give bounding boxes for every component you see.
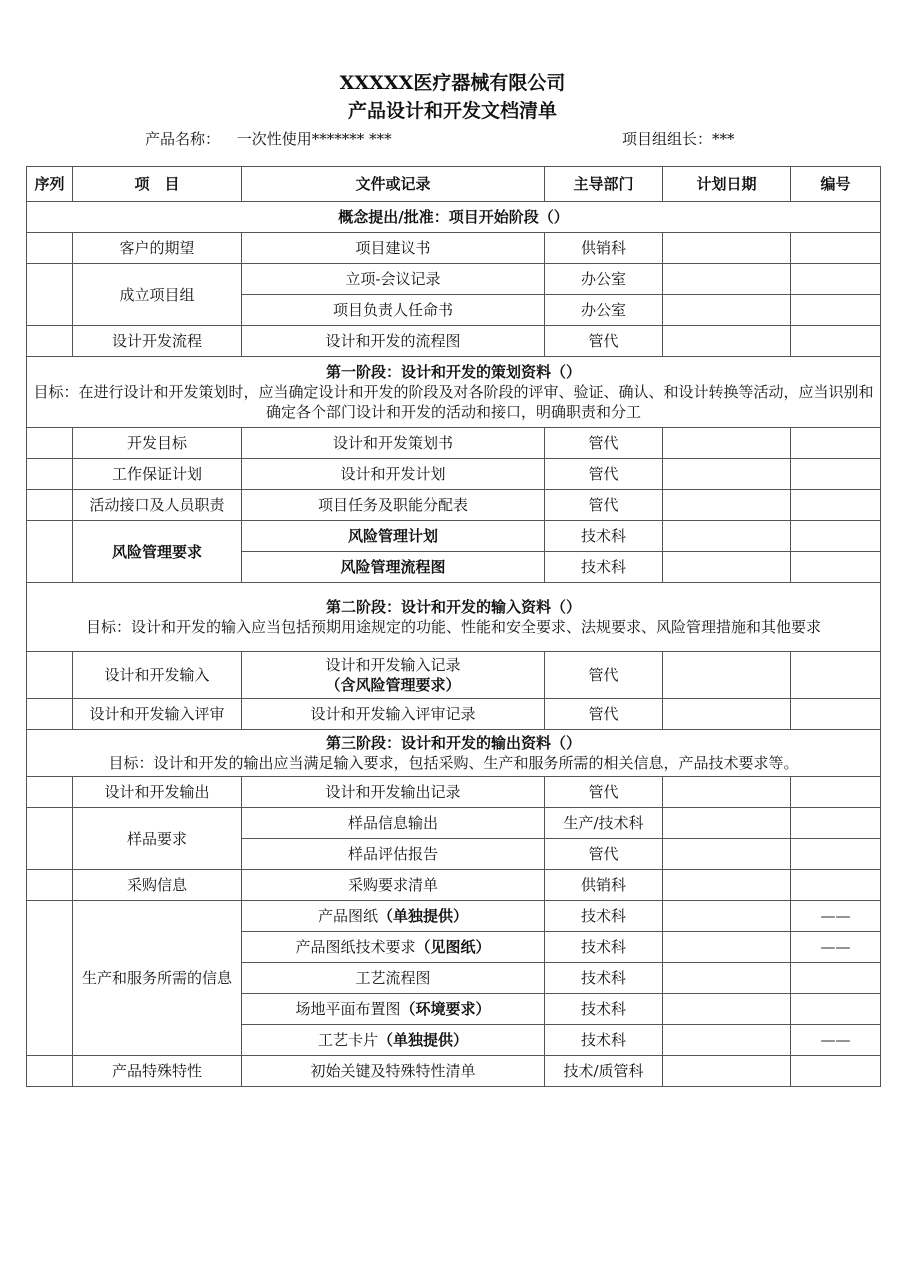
col-header-doc: 文件或记录: [242, 167, 545, 202]
stage3-block: [27, 730, 881, 777]
doc-cell: 项目建议书: [242, 233, 545, 264]
date-cell: [663, 932, 791, 963]
doc-text: 产品图纸技术要求: [295, 938, 416, 956]
seq-cell: [27, 264, 73, 326]
table-row: [27, 459, 881, 490]
table-row: [27, 870, 881, 901]
code-cell: [791, 777, 881, 808]
product-name-value: 一次性使用******* ***: [236, 130, 392, 148]
code-cell: [791, 459, 881, 490]
code-cell: [791, 839, 881, 870]
dept-cell: 管代: [545, 699, 663, 730]
code-cell: [791, 552, 881, 583]
seq-cell: [27, 777, 73, 808]
item-cell: 开发目标: [73, 428, 242, 459]
date-cell: [663, 994, 791, 1025]
date-cell: [663, 652, 791, 699]
col-header-item: 项 目: [73, 167, 242, 202]
table-row: [27, 901, 881, 932]
table-row: [27, 652, 881, 699]
table-row: [27, 521, 881, 552]
doc-cell: [242, 1025, 545, 1056]
dept-cell: 技术科: [545, 901, 663, 932]
code-cell: ——: [791, 901, 881, 932]
code-cell: [791, 994, 881, 1025]
item-cell: 设计和开发输出: [73, 777, 242, 808]
table-row: [27, 326, 881, 357]
seq-cell: [27, 1056, 73, 1087]
document-list-table: [26, 166, 881, 1087]
table-row: [27, 264, 881, 295]
date-cell: [663, 1056, 791, 1087]
document-title: 产品设计和开发文档清单: [347, 100, 557, 122]
stage1-title: 第一阶段：设计和开发的策划资料（）: [325, 363, 581, 381]
table-row: [27, 490, 881, 521]
table-row: [27, 233, 881, 264]
item-cell: 采购信息: [73, 870, 242, 901]
dept-cell: 办公室: [545, 264, 663, 295]
code-cell: [791, 264, 881, 295]
date-cell: [663, 1025, 791, 1056]
table-row: [27, 428, 881, 459]
project-leader: [622, 128, 735, 149]
code-cell: [791, 295, 881, 326]
col-header-dept: 主导部门: [545, 167, 663, 202]
dept-cell: 管代: [545, 326, 663, 357]
doc-text: 产品图纸: [317, 907, 378, 925]
item-cell: 客户的期望: [73, 233, 242, 264]
date-cell: [663, 552, 791, 583]
item-cell: 工作保证计划: [73, 459, 242, 490]
doc-cell: [242, 652, 545, 699]
item-cell: 活动接口及人员职责: [73, 490, 242, 521]
code-cell: [791, 490, 881, 521]
code-cell: [791, 870, 881, 901]
stage2-block: [27, 583, 881, 652]
dept-cell: 技术科: [545, 552, 663, 583]
doc-text: 工艺卡片: [317, 1031, 378, 1049]
code-cell: [791, 233, 881, 264]
doc-cell: [242, 901, 545, 932]
dept-cell: 供销科: [545, 233, 663, 264]
seq-cell: [27, 699, 73, 730]
doc-cell: [242, 932, 545, 963]
seq-cell: [27, 870, 73, 901]
dept-cell: 生产/技术科: [545, 808, 663, 839]
doc-note: （单独提供）: [378, 907, 469, 925]
seq-cell: [27, 326, 73, 357]
doc-cell: 项目负责人任命书: [242, 295, 545, 326]
code-cell: ——: [791, 932, 881, 963]
stage-row: [27, 357, 881, 428]
code-cell: [791, 521, 881, 552]
company-title: XXXXX医疗器械有限公司: [339, 72, 566, 94]
dept-cell: 管代: [545, 652, 663, 699]
dept-cell: 管代: [545, 490, 663, 521]
date-cell: [663, 459, 791, 490]
dept-cell: 技术科: [545, 963, 663, 994]
doc-cell: 样品信息输出: [242, 808, 545, 839]
dept-cell: 管代: [545, 428, 663, 459]
doc-cell: 项目任务及职能分配表: [242, 490, 545, 521]
stage0-title: 概念提出/批准：项目开始阶段（）: [27, 202, 881, 233]
date-cell: [663, 699, 791, 730]
doc-cell: 样品评估报告: [242, 839, 545, 870]
dept-cell: 技术科: [545, 521, 663, 552]
dept-cell: 管代: [545, 777, 663, 808]
stage-row: [27, 583, 881, 652]
item-cell: 设计和开发输入评审: [73, 699, 242, 730]
table-row: [27, 699, 881, 730]
col-header-date: 计划日期: [663, 167, 791, 202]
seq-cell: [27, 490, 73, 521]
code-cell: ——: [791, 1025, 881, 1056]
item-cell: 样品要求: [73, 808, 242, 870]
code-cell: [791, 699, 881, 730]
date-cell: [663, 901, 791, 932]
stage2-title: 第二阶段：设计和开发的输入资料（）: [325, 598, 581, 616]
doc-line: 设计和开发输入记录: [325, 656, 461, 674]
dept-cell: 技术科: [545, 1025, 663, 1056]
doc-cell: 风险管理计划: [242, 521, 545, 552]
dept-cell: 办公室: [545, 295, 663, 326]
dept-cell: 技术科: [545, 932, 663, 963]
project-leader-label: 项目组组长：: [622, 130, 713, 148]
date-cell: [663, 839, 791, 870]
date-cell: [663, 521, 791, 552]
stage1-block: [27, 357, 881, 428]
code-cell: [791, 326, 881, 357]
date-cell: [663, 963, 791, 994]
doc-line-note: （含风险管理要求）: [325, 676, 461, 694]
code-cell: [791, 808, 881, 839]
doc-cell: 设计和开发计划: [242, 459, 545, 490]
date-cell: [663, 233, 791, 264]
dept-cell: 供销科: [545, 870, 663, 901]
code-cell: [791, 963, 881, 994]
col-header-seq: 序列: [27, 167, 73, 202]
seq-cell: [27, 459, 73, 490]
stage-row: [27, 730, 881, 777]
doc-cell: [242, 994, 545, 1025]
item-cell: 成立项目组: [73, 264, 242, 326]
seq-cell: [27, 428, 73, 459]
code-cell: [791, 652, 881, 699]
date-cell: [663, 264, 791, 295]
date-cell: [663, 870, 791, 901]
doc-cell: 设计和开发输入评审记录: [242, 699, 545, 730]
doc-text: 场地平面布置图: [295, 1000, 401, 1018]
stage3-title: 第三阶段：设计和开发的输出资料（）: [325, 734, 581, 752]
product-name-label: 产品名称：: [145, 130, 221, 148]
date-cell: [663, 490, 791, 521]
doc-cell: 初始关键及特殊特性清单: [242, 1056, 545, 1087]
doc-note: （见图纸）: [415, 938, 491, 956]
table-row: [27, 777, 881, 808]
table-row: [27, 1056, 881, 1087]
item-cell: 风险管理要求: [73, 521, 242, 583]
seq-cell: [27, 652, 73, 699]
item-cell: 设计和开发输入: [73, 652, 242, 699]
date-cell: [663, 808, 791, 839]
code-cell: [791, 428, 881, 459]
project-leader-value: ***: [712, 130, 735, 148]
stage1-goal: 目标：在进行设计和开发策划时，应当确定设计和开发的阶段及对各阶段的评审、验证、确认、和设计转换等活动，应当识别和确定各个部门设计和开发的活动和接口，明确职责和分工: [33, 383, 874, 421]
doc-cell: 采购要求清单: [242, 870, 545, 901]
stage3-goal: 目标：设计和开发的输出应当满足输入要求，包括采购、生产和服务所需的相关信息，产品技术要求等。: [108, 754, 799, 772]
item-cell: 产品特殊特性: [73, 1056, 242, 1087]
table-row: [27, 808, 881, 839]
stage2-goal: 目标：设计和开发的输入应当包括预期用途规定的功能、性能和安全要求、法规要求、风险管理措施和其他要求: [85, 618, 821, 636]
doc-cell: 设计和开发的流程图: [242, 326, 545, 357]
date-cell: [663, 295, 791, 326]
product-name: [145, 128, 392, 149]
dept-cell: 管代: [545, 839, 663, 870]
date-cell: [663, 428, 791, 459]
item-cell: 生产和服务所需的信息: [73, 901, 242, 1056]
seq-cell: [27, 233, 73, 264]
doc-cell: 设计和开发策划书: [242, 428, 545, 459]
dept-cell: 管代: [545, 459, 663, 490]
date-cell: [663, 777, 791, 808]
doc-cell: 设计和开发输出记录: [242, 777, 545, 808]
date-cell: [663, 326, 791, 357]
dept-cell: 技术科: [545, 994, 663, 1025]
doc-cell: 立项-会议记录: [242, 264, 545, 295]
code-cell: [791, 1056, 881, 1087]
seq-cell: [27, 521, 73, 583]
table-header-row: [27, 167, 881, 202]
col-header-code: 编号: [791, 167, 881, 202]
doc-cell: 风险管理流程图: [242, 552, 545, 583]
dept-cell: 技术/质管科: [545, 1056, 663, 1087]
seq-cell: [27, 901, 73, 1056]
stage-row: [27, 202, 881, 233]
doc-cell: 工艺流程图: [242, 963, 545, 994]
doc-note: （单独提供）: [378, 1031, 469, 1049]
doc-note: （环境要求）: [400, 1000, 491, 1018]
seq-cell: [27, 808, 73, 870]
item-cell: 设计开发流程: [73, 326, 242, 357]
